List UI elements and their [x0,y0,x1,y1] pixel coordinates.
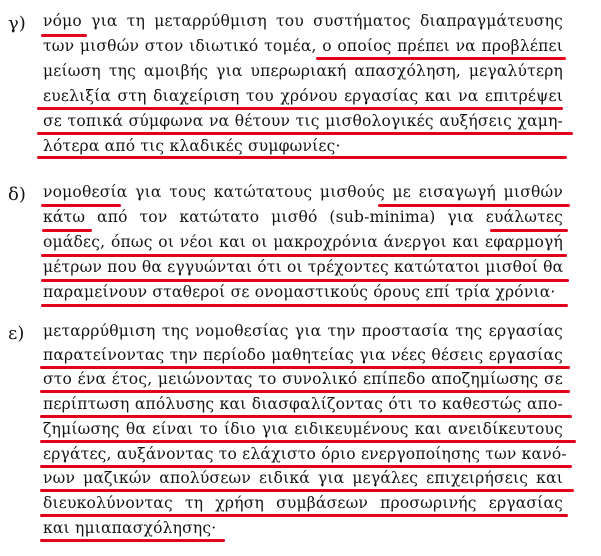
text-line: νόμο για τη μεταρρύθμιση του συστήματος διαπραγμάτευσης [43,12,563,30]
text-line: μεταρρύθμιση της νομοθεσίας για την προστασία της εργασίας [43,322,563,340]
text-line: περίπτωση απόλυσης και διασφαλίζοντας ότι το καθεστώς απο- [43,395,563,413]
text-line: ομάδες, όπως οι νέοι και οι μακροχρόνια άνεργοι και εφαρμογή [43,233,563,251]
text-line: σε τοπικά σύμφωνα να θέτουν τις μισθολογικές αυξήσεις χαμη- [43,112,563,130]
list-marker: δ) [8,184,26,205]
text-line: παραμείνουν σταθεροί σε ονομαστικούς όρους επί τρία χρόνια· [43,283,556,301]
red-underline [40,514,568,517]
text-line: διευκολύνοντας τη χρήση συμβάσεων προσωρινής εργασίας [43,494,563,512]
text-line: ζημίωσης θα είναι το ίδιο για ειδικευμένους και ανειδίκευτους [43,420,563,438]
red-underline [41,254,567,257]
text-line: παρατείνοντας την περίοδο μαθητείας για νέες θέσεις εργασίας [43,346,563,364]
text-line: στο ένα έτος, μειώνοντας το συνολικό επίπεδο αποζημίωσης σε [43,370,563,388]
text-line: νομοθεσία για τους κατώτατους μισθούς με εισαγωγή μισθών [43,183,563,201]
red-underline [40,440,576,443]
red-underline [40,489,574,492]
red-underline [490,229,568,232]
text-line: λότερα από τις κλαδικές συμφωνίες· [43,137,341,155]
red-underline [40,539,225,542]
text-line: ευελιξία στη διαχείριση του χρόνου εργασίας και να επιτρέψει [43,87,563,105]
text-line: των μισθών στον ιδιωτικό τομέα, ο οποίος πρέπει να προβλέπει [43,37,563,55]
text-line: και ημιαπασχόλησης· [43,519,217,537]
red-underline [37,132,573,135]
list-marker: γ) [8,13,26,34]
red-underline [40,465,572,468]
red-underline [37,156,567,159]
red-underline [42,229,92,232]
red-underline [378,204,570,207]
red-underline [41,304,568,307]
red-underline [41,204,121,207]
red-underline [41,34,87,37]
text-line: εργάτες, αυξάνοντας το ελάχιστο όριο ενεργοποίησης των κανό- [43,445,567,463]
red-underline [40,366,570,369]
red-underline [41,279,569,282]
text-line: μείωση της αμοιβής για υπερωριακή απασχόληση, μεγαλύτερη [43,62,563,80]
red-underline [40,415,572,418]
red-underline [37,107,563,110]
text-line: μέτρων που θα εγγυώνται ότι οι τρέχοντες κατώτατοι μισθοί θα [43,258,564,276]
list-marker: ε) [8,323,25,344]
red-underline [40,390,570,393]
red-underline [316,57,566,60]
text-line: κάτω από τον κατώτατο μισθό (sub-minima) για ευάλωτες [43,208,563,226]
text-line: νων μαζικών απολύσεων ειδικά για μεγάλες επιχειρήσεις και [43,469,563,487]
